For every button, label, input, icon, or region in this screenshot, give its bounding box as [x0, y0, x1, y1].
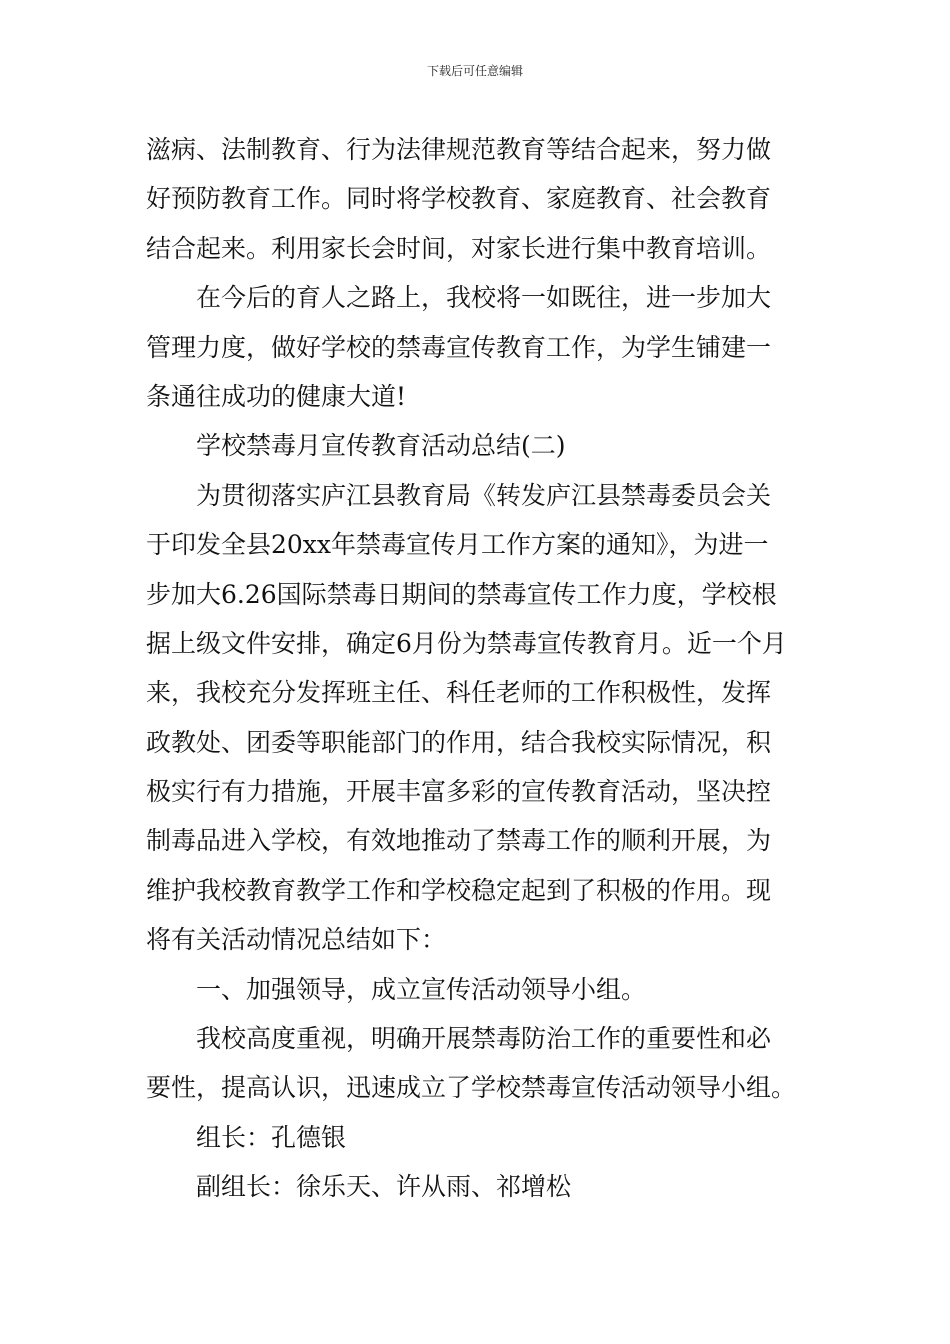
section-title: 学校禁毒月宣传教育活动总结(二): [196, 431, 566, 461]
text-line: 滋病、法制教育、行为法律规范教育等结合起来，努力做: [146, 135, 772, 164]
text-line: 我校高度重视，明确开展禁毒防治工作的重要性和必: [196, 1024, 772, 1054]
text-line: 管理力度，做好学校的禁毒宣传教育工作，为学生铺建一: [146, 332, 772, 362]
text-line: 将有关活动情况总结如下：: [146, 925, 447, 955]
text-line: 极实行有力措施，开展丰富多彩的宣传教育活动，坚决控: [146, 777, 772, 807]
text-line: 于印发全县20xx年禁毒宣传月工作方案的通知》，为进一: [146, 530, 769, 560]
text-line: 结合起来。利用家长会时间，对家长进行集中教育培训。: [146, 233, 772, 263]
text-line: 条通往成功的健康大道!: [146, 381, 407, 411]
text-line: 好预防教育工作。同时将学校教育、家庭教育、社会教育: [146, 184, 772, 214]
text-line: 制毒品进入学校，有效地推动了禁毒工作的顺利开展，为: [146, 826, 772, 856]
text-line: 步加大6.26国际禁毒日期间的禁毒宣传工作力度，学校根: [146, 579, 777, 609]
text-line: 来，我校充分发挥班主任、科任老师的工作积极性，发挥: [146, 678, 772, 708]
document-body: [146, 125, 810, 1212]
text-line: 政教处、团委等职能部门的作用，结合我校实际情况，积: [146, 727, 772, 757]
text-line: 副组长：徐乐天、许从雨、祁增松: [196, 1172, 572, 1202]
text-line: 在今后的育人之路上，我校将一如既往，进一步加大: [196, 283, 772, 313]
subsection-heading: 一、加强领导，成立宣传活动领导小组。: [196, 974, 647, 1004]
header-note: 下载后可任意编辑: [426, 64, 523, 78]
text-line: 组长：孔德银: [196, 1122, 347, 1152]
text-line: 据上级文件安排，确定6月份为禁毒宣传教育月。近一个月: [146, 628, 787, 658]
text-line: 为贯彻落实庐江县教育局《转发庐江县禁毒委员会关: [196, 480, 772, 510]
text-line: 维护我校教育教学工作和学校稳定起到了积极的作用。现: [146, 875, 772, 905]
text-line: 要性，提高认识，迅速成立了学校禁毒宣传活动领导小组。: [146, 1073, 797, 1103]
